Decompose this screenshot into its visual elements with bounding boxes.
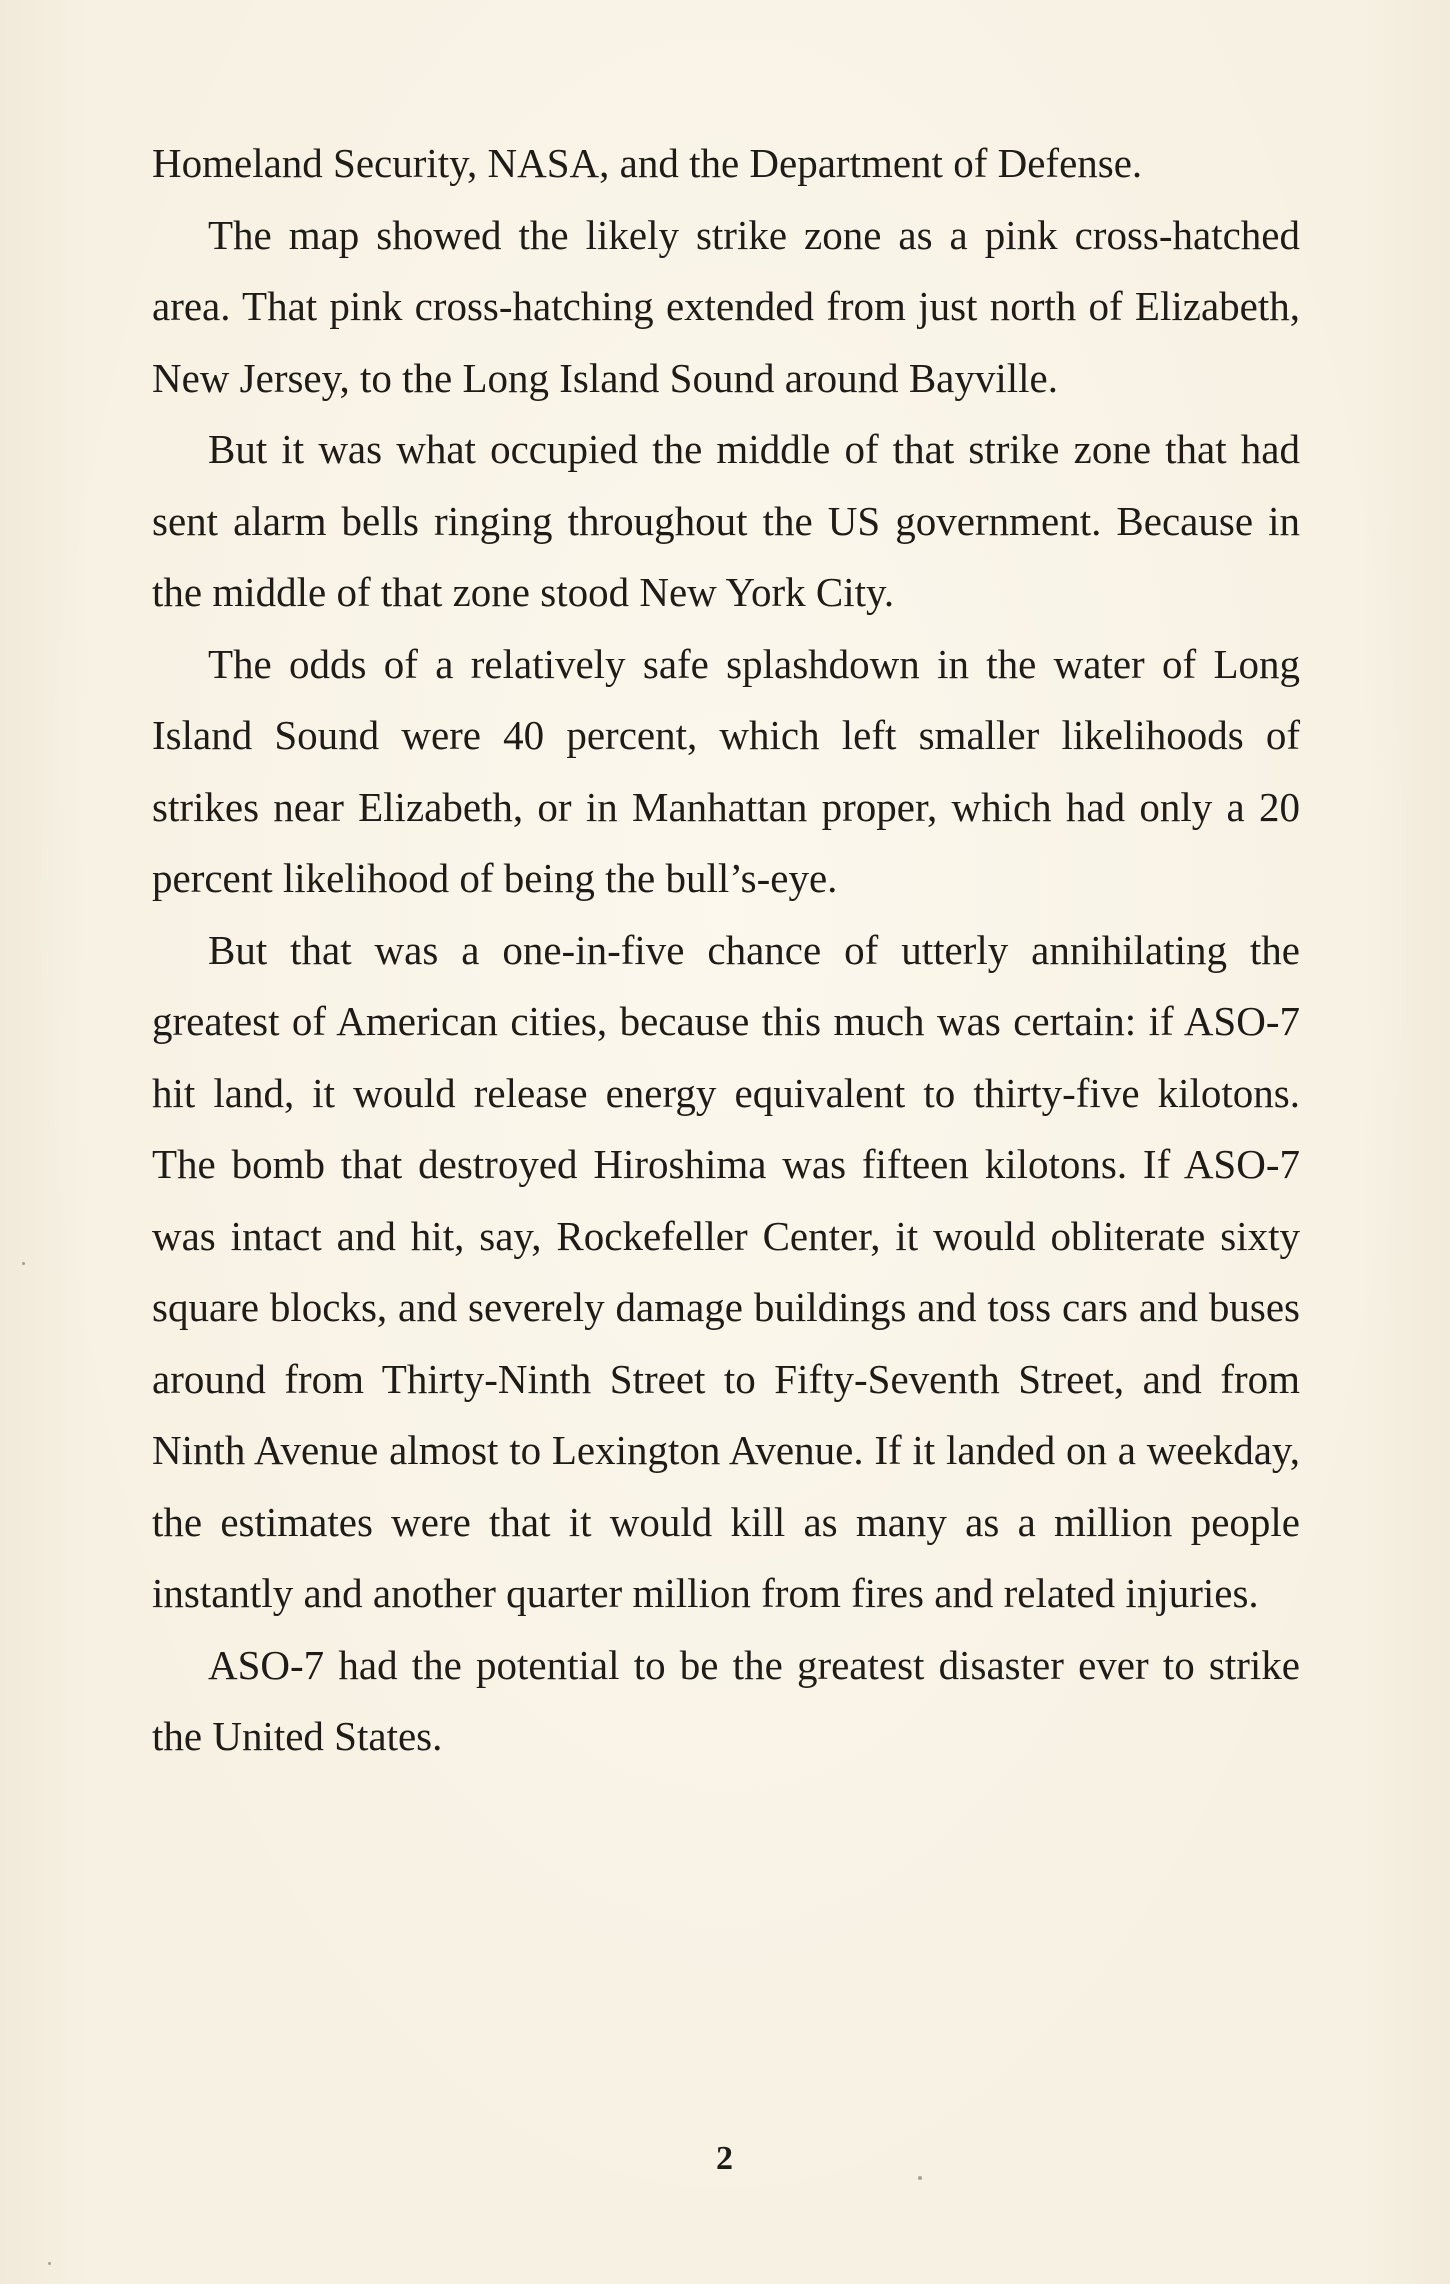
paper-speck	[918, 2176, 922, 2180]
paragraph-1: Homeland Security, NASA, and the Department of Defense.	[152, 140, 1143, 186]
paragraph-4: The odds of a relatively safe splashdown in the water of Long Island Sound were 40 percent, which left smaller likelihoods of strikes near Elizabeth, or in Manhattan proper, which had only a 20 percent likelihood of being the bull’s-eye.	[152, 640, 1300, 901]
paragraph-6: ASO-7 had the potential to be the greatest disaster ever to strike the United States.	[152, 1641, 1300, 1759]
paper-speck	[48, 2262, 51, 2265]
page-number: 2	[716, 2140, 734, 2177]
paragraph-3: But it was what occupied the middle of that strike zone that had sent alarm bells ringing throughout the US government. Because in the middle of that zone stood New York City.	[152, 426, 1300, 615]
paper-speck	[22, 1262, 25, 1265]
paragraph-5: But that was a one-in-five chance of utterly annihilating the greatest of American cities, because this much was certain: if ASO-7 hit land, it would release energy equivalent to thirty-five kilotons. The bomb that destroyed Hiroshima was fifteen kilotons. If ASO-7 was intact and hit, say, Rockefeller Center, it would obliterate sixty square blocks, and severely damage buildings and toss cars and buses around from Thirty-Ninth Street to Fifty-Seventh Street, and from Ninth Avenue almost to Lexington Avenue. If it landed on a weekday, the estimates were that it would kill as many as a million people instantly and another quarter million from fires and related injuries.	[152, 926, 1300, 1616]
paragraph-2: The map showed the likely strike zone as a pink cross-hatched area. That pink cross-hatching extended from just north of Elizabeth, New Jersey, to the Long Island Sound around Bayville.	[152, 211, 1300, 401]
body-text	[152, 128, 1300, 1773]
